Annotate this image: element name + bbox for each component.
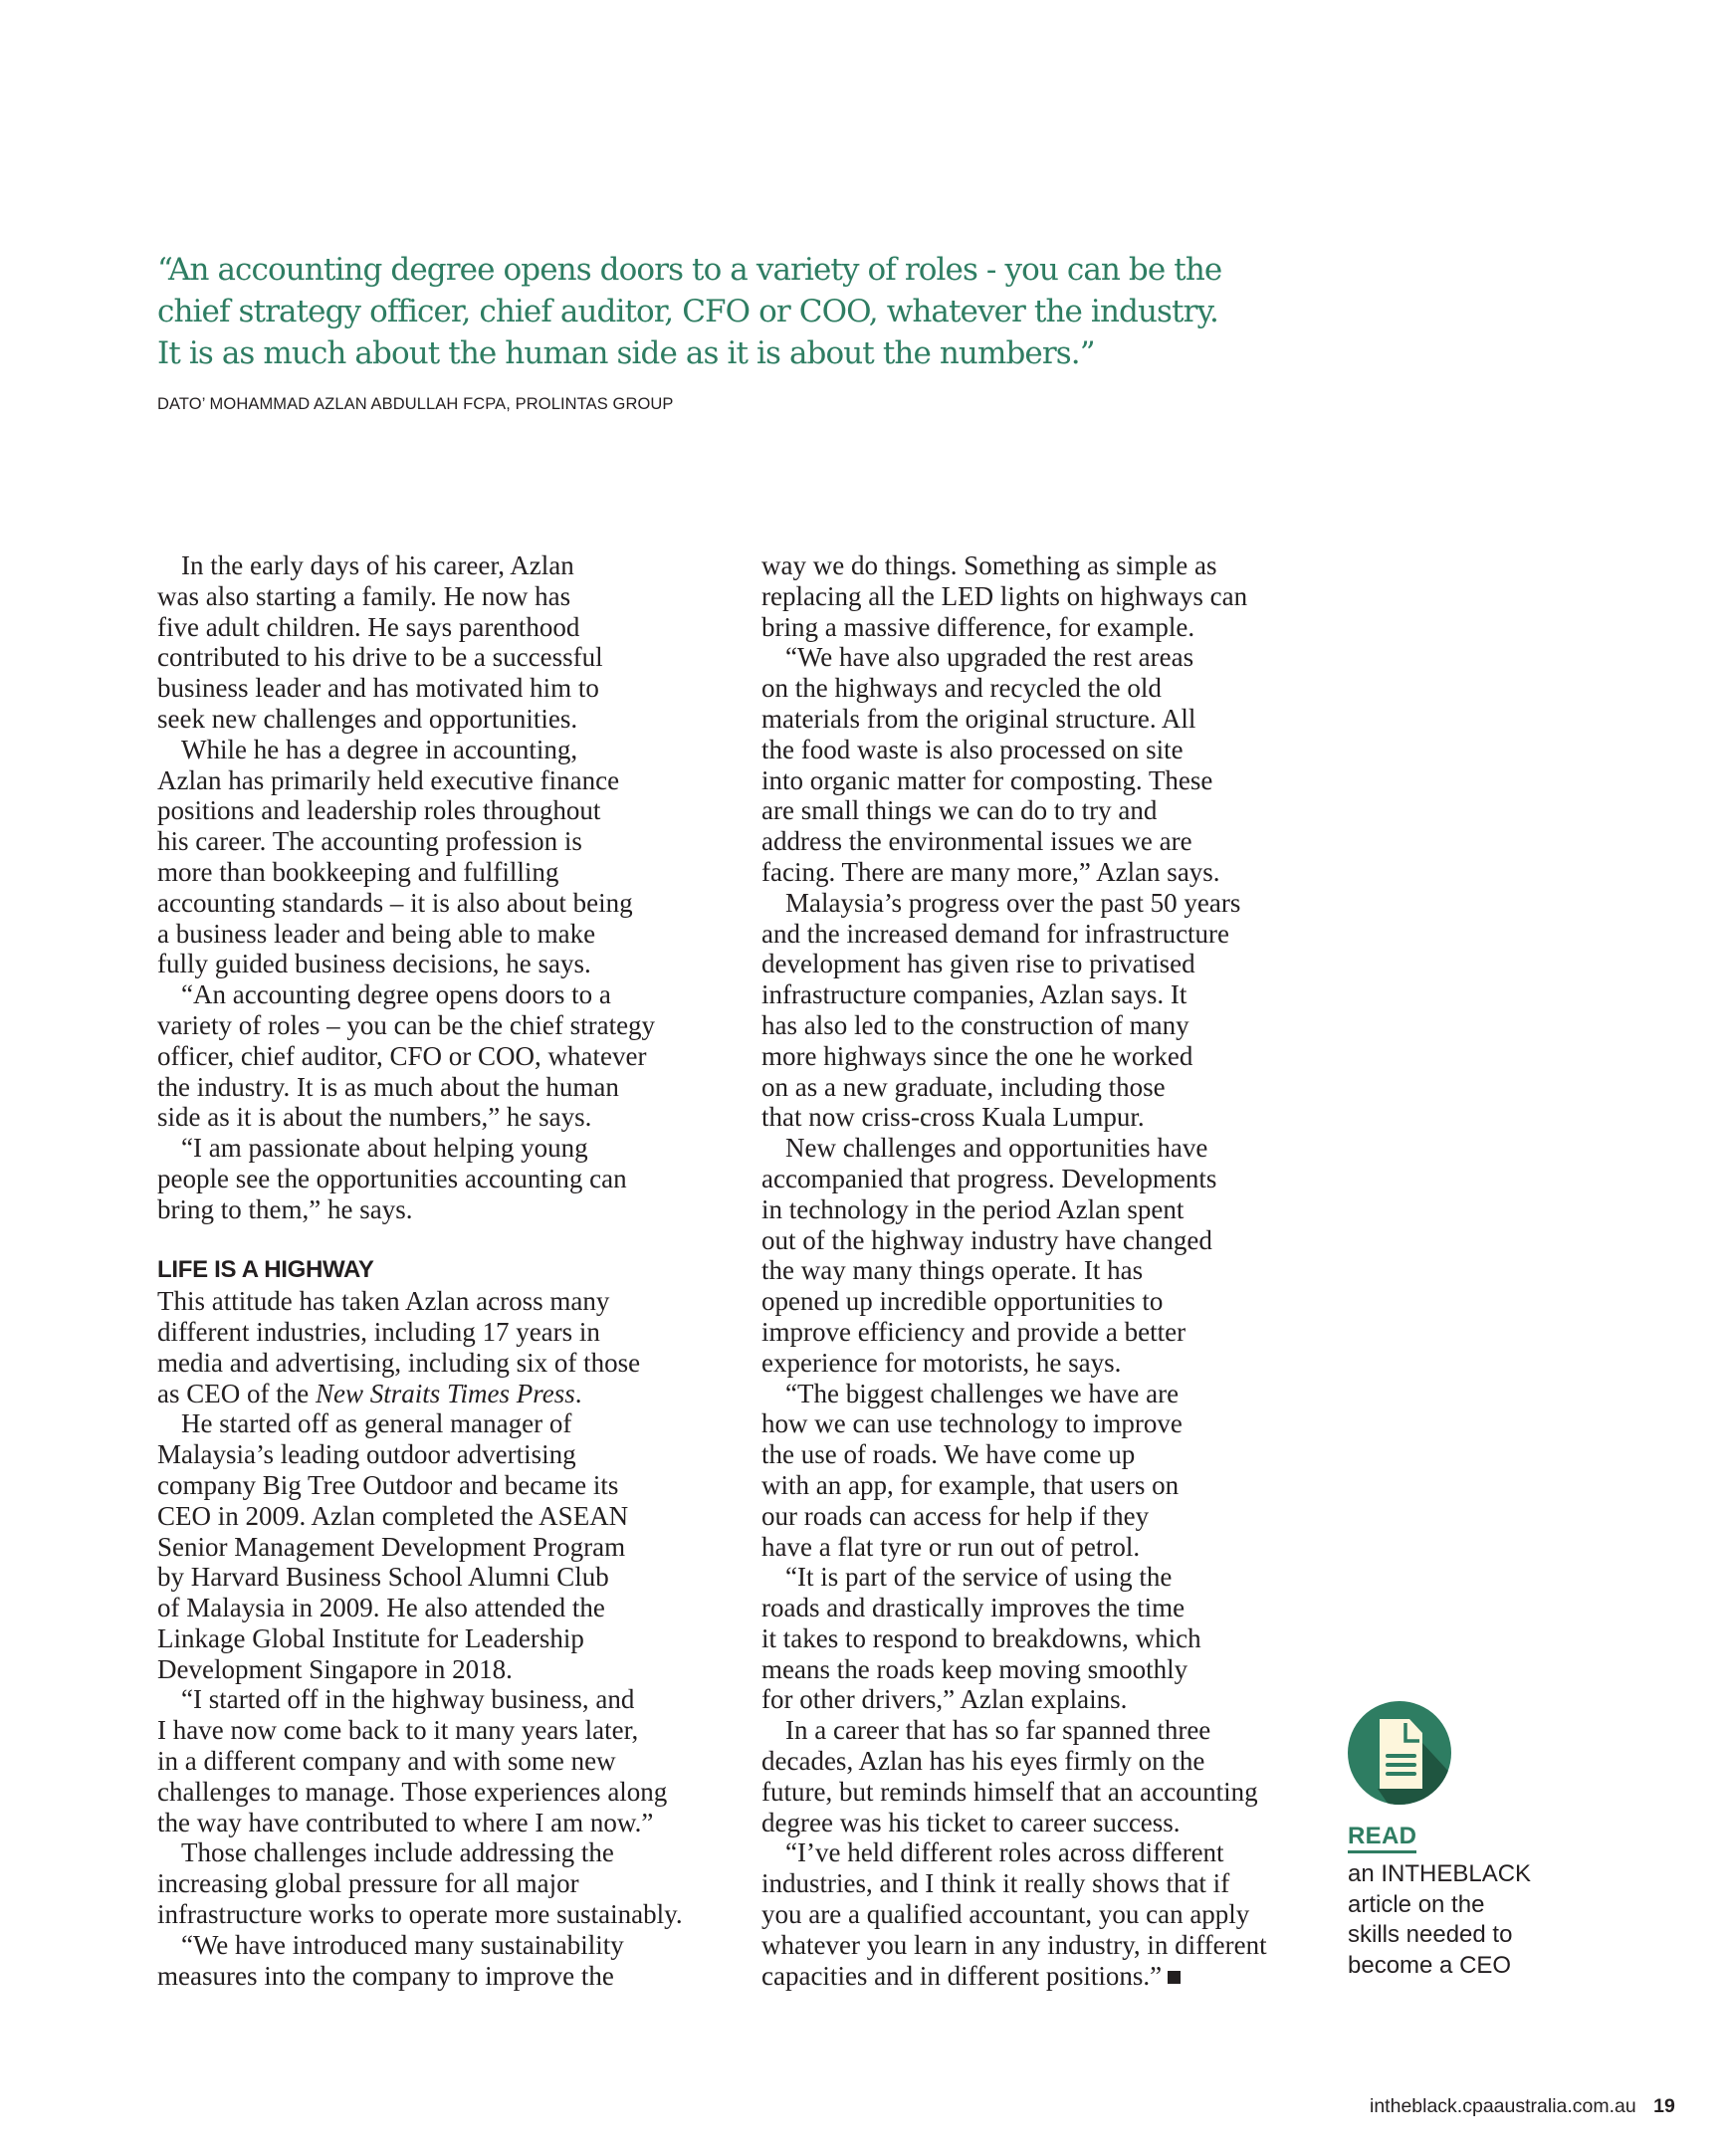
line-text: replacing all the LED lights on highways can <box>761 580 1248 611</box>
article-line <box>157 1562 715 1593</box>
line-text: are small things we can do to try and <box>761 795 1158 826</box>
line-text: While he has a degree in accounting, <box>181 734 578 764</box>
line-text: address the environmental issues we are <box>761 826 1192 857</box>
line-text: you are a qualified accountant, you can apply <box>761 1899 1250 1930</box>
article-line <box>157 1837 715 1868</box>
article-line <box>761 1501 1319 1532</box>
article-line <box>157 1348 715 1379</box>
article-line <box>157 1868 715 1899</box>
line-text: company Big Tree Outdoor and became its <box>157 1469 619 1500</box>
line-text: capacities and in different positions.” <box>761 1960 1163 1991</box>
article-line <box>157 1808 715 1838</box>
article-line <box>761 1041 1319 1072</box>
line-text: “It is part of the service of using the <box>785 1562 1173 1593</box>
article-line <box>157 1961 715 1992</box>
line-text: measures into the company to improve the <box>157 1960 614 1991</box>
line-text: officer, chief auditor, CFO or COO, whatever <box>157 1040 647 1071</box>
article-line <box>157 1654 715 1685</box>
line-text: the way have contributed to where I am now.” <box>157 1807 654 1837</box>
article-line <box>157 1715 715 1746</box>
line-text: “The biggest challenges we have are <box>785 1378 1180 1408</box>
article-line <box>157 1593 715 1623</box>
line-text: “I am passionate about helping young <box>181 1133 588 1164</box>
line-text: experience for motorists, he says. <box>761 1347 1122 1378</box>
pull-quote-attribution: DATO’ MOHAMMAD AZLAN ABDULLAH FCPA, PROLINTAS GROUP <box>157 395 674 413</box>
line-text: He started off as general manager of <box>181 1408 572 1439</box>
line-text: accompanied that progress. Developments <box>761 1163 1217 1193</box>
article-line <box>157 1684 715 1715</box>
article-line <box>157 795 715 826</box>
article-column-left <box>157 550 715 1991</box>
line-text: out of the highway industry have changed <box>761 1224 1212 1255</box>
line-text: infrastructure works to operate more sustainably. <box>157 1899 683 1930</box>
line-text: increasing global pressure for all major <box>157 1868 579 1899</box>
article-line <box>157 888 715 919</box>
article-line <box>157 581 715 612</box>
article-line <box>761 1837 1319 1868</box>
article-line <box>761 919 1319 950</box>
line-text: In the early days of his career, Azlan <box>181 550 574 580</box>
article-line <box>157 550 715 581</box>
article-line <box>157 1010 715 1041</box>
article-line <box>761 642 1319 673</box>
description-line: an INTHEBLACK <box>1348 1860 1532 1887</box>
article-line <box>157 1317 715 1348</box>
article-line <box>761 1470 1319 1501</box>
line-text: roads and drastically improves the time <box>761 1593 1186 1623</box>
line-text: by Harvard Business School Alumni Club <box>157 1562 609 1593</box>
article-line <box>157 1470 715 1501</box>
line-text: Linkage Global Institute for Leadership <box>157 1622 584 1653</box>
line-text: media and advertising, including six of those <box>157 1347 641 1378</box>
line-text: people see the opportunities accounting can <box>157 1163 627 1193</box>
article-line <box>157 1439 715 1470</box>
article-line <box>157 1408 715 1439</box>
line-text: for other drivers,” Azlan explains. <box>761 1684 1128 1715</box>
article-line <box>761 888 1319 919</box>
line-text: variety of roles – you can be the chief strategy <box>157 1009 656 1040</box>
line-text: on the highways and recycled the old <box>761 673 1162 704</box>
article-line <box>761 1593 1319 1623</box>
article-line <box>761 1133 1319 1164</box>
article-line <box>761 1439 1319 1470</box>
line-text: bring a massive difference, for example. <box>761 611 1195 642</box>
line-text: Those challenges include addressing the <box>181 1837 614 1868</box>
line-text: New challenges and opportunities have <box>785 1133 1208 1164</box>
article-line <box>761 1930 1319 1961</box>
line-text: development has given rise to privatised <box>761 949 1195 979</box>
description-line: skills needed to <box>1348 1921 1513 1948</box>
pull-quote <box>157 249 1252 374</box>
line-text: with an app, for example, that users on <box>761 1469 1180 1500</box>
line-text: Malaysia’s leading outdoor advertising <box>157 1439 576 1470</box>
page-footer <box>1370 2095 1675 2118</box>
article-line <box>761 795 1319 826</box>
article-line <box>157 1072 715 1103</box>
article-line <box>157 857 715 888</box>
article-line <box>761 704 1319 735</box>
article-line <box>761 612 1319 643</box>
article-line <box>761 1746 1319 1777</box>
line-text: bring to them,” he says. <box>157 1193 413 1224</box>
article-line <box>157 673 715 704</box>
article-line <box>761 826 1319 857</box>
line-text: Development Singapore in 2018. <box>157 1653 513 1684</box>
line-text: business leader and has motivated him to <box>157 673 599 704</box>
line-text: five adult children. He says parenthood <box>157 611 580 642</box>
article-line <box>761 1961 1319 1992</box>
article-line <box>761 1654 1319 1685</box>
line-text: in a different company and with some new <box>157 1746 616 1777</box>
line-text: facing. There are many more,” Azlan says. <box>761 856 1220 887</box>
article-line <box>761 1899 1319 1930</box>
line-text: means the roads keep moving smoothly <box>761 1653 1188 1684</box>
line-text: seek new challenges and opportunities. <box>157 703 578 734</box>
line-text-after: . <box>574 1378 582 1408</box>
article-line <box>157 979 715 1010</box>
line-text: have a flat tyre or run out of petrol. <box>761 1531 1141 1562</box>
line-text: on as a new graduate, including those <box>761 1071 1166 1102</box>
line-text: “An accounting degree opens doors to a <box>181 979 611 1010</box>
line-text: opened up incredible opportunities to <box>761 1286 1164 1317</box>
footer-site-url[interactable]: intheblack.cpaaustralia.com.au <box>1370 2095 1636 2117</box>
line-text: of Malaysia in 2009. He also attended the <box>157 1593 605 1623</box>
line-text: LIFE IS A HIGHWAY <box>157 1256 374 1284</box>
article-line <box>761 1348 1319 1379</box>
article-line <box>761 1164 1319 1194</box>
line-text: positions and leadership roles throughout <box>157 795 601 826</box>
article-line <box>157 949 715 979</box>
line-text: Malaysia’s progress over the past 50 years <box>785 887 1241 918</box>
article-line <box>761 949 1319 979</box>
article-line <box>157 1623 715 1654</box>
line-text: the industry. It is as much about the human <box>157 1071 619 1102</box>
article-line <box>761 1102 1319 1133</box>
article-line <box>761 673 1319 704</box>
article-line <box>157 1379 715 1409</box>
article-line <box>761 1532 1319 1563</box>
line-text: CEO in 2009. Azlan completed the ASEAN <box>157 1500 629 1531</box>
article-line <box>157 1164 715 1194</box>
line-text: Azlan has primarily held executive finance <box>157 764 620 795</box>
article-line <box>761 1225 1319 1256</box>
line-text: in technology in the period Azlan spent <box>761 1193 1185 1224</box>
article-line <box>157 919 715 950</box>
article-line <box>761 550 1319 581</box>
line-text: infrastructure companies, Azlan says. It <box>761 979 1187 1010</box>
article-line <box>157 826 715 857</box>
article-line <box>761 1562 1319 1593</box>
line-text: way we do things. Something as simple as <box>761 550 1217 580</box>
article-line <box>761 1777 1319 1808</box>
pull-quote-line: It is as much about the human side as it is about the numbers.” <box>157 335 1095 371</box>
article-line <box>761 1286 1319 1317</box>
article-line <box>761 1808 1319 1838</box>
line-text: “We have introduced many sustainability <box>181 1929 624 1960</box>
line-text: side as it is about the numbers,” he says. <box>157 1102 592 1133</box>
article-line <box>761 581 1319 612</box>
line-text: In a career that has so far spanned three <box>785 1715 1211 1746</box>
line-text: into organic matter for composting. These <box>761 764 1213 795</box>
line-text: different industries, including 17 years in <box>157 1316 600 1347</box>
line-text: the way many things operate. It has <box>761 1255 1144 1286</box>
line-text: materials from the original structure. All <box>761 703 1196 734</box>
article-line <box>761 1010 1319 1041</box>
article-line <box>157 642 715 673</box>
line-text: improve efficiency and provide a better <box>761 1316 1186 1347</box>
article-line <box>761 1379 1319 1409</box>
read-link[interactable]: READ <box>1348 1825 1416 1853</box>
read-link-description <box>1348 1859 1587 1981</box>
article-line <box>761 1715 1319 1746</box>
article-line <box>157 1930 715 1961</box>
line-text: “I’ve held different roles across different <box>785 1837 1224 1868</box>
description-line: become a CEO <box>1348 1951 1512 1979</box>
line-text: more than bookkeeping and fulfilling <box>157 856 559 887</box>
article-line <box>761 1317 1319 1348</box>
article-line <box>157 1746 715 1777</box>
document-icon[interactable] <box>1348 1701 1451 1805</box>
line-text: was also starting a family. He now has <box>157 580 571 611</box>
article-line <box>157 612 715 643</box>
page-number: 19 <box>1653 2095 1675 2117</box>
article-line <box>761 1623 1319 1654</box>
article-line <box>761 1868 1319 1899</box>
article-line <box>761 765 1319 796</box>
article-line <box>157 1041 715 1072</box>
article-line <box>157 1225 715 1256</box>
line-text: as CEO of the <box>157 1378 316 1408</box>
line-text: has also led to the construction of many <box>761 1009 1189 1040</box>
line-text: Senior Management Development Program <box>157 1531 626 1562</box>
line-text: that now criss-cross Kuala Lumpur. <box>761 1102 1145 1133</box>
pull-quote-line: “An accounting degree opens doors to a variety of roles - you can be the <box>157 252 1222 288</box>
line-text: the food waste is also processed on site <box>761 734 1184 764</box>
article-line <box>761 1072 1319 1103</box>
line-text: and the increased demand for infrastructure <box>761 918 1230 949</box>
line-text: a business leader and being able to make <box>157 918 596 949</box>
article-line <box>157 704 715 735</box>
article-column-right <box>761 550 1319 1991</box>
line-text: challenges to manage. Those experiences along <box>157 1776 668 1807</box>
line-text: our roads can access for help if they <box>761 1500 1150 1531</box>
line-text: This attitude has taken Azlan across many <box>157 1286 610 1317</box>
line-text: contributed to his drive to be a successful <box>157 642 603 673</box>
article-line <box>157 1899 715 1930</box>
article-line <box>157 1501 715 1532</box>
article-line <box>761 1408 1319 1439</box>
article-line <box>157 765 715 796</box>
line-text: how we can use technology to improve <box>761 1408 1183 1439</box>
article-line <box>157 735 715 765</box>
article-line <box>761 857 1319 888</box>
article-line <box>761 735 1319 765</box>
description-line: article on the <box>1348 1890 1485 1918</box>
end-of-article-square-icon <box>1168 1971 1181 1984</box>
line-text: it takes to respond to breakdowns, which <box>761 1622 1201 1653</box>
pull-quote-line: chief strategy officer, chief auditor, CFO or COO, whatever the industry. <box>157 294 1218 329</box>
article-line <box>761 1255 1319 1286</box>
line-text: “I started off in the highway business, and <box>181 1684 635 1715</box>
article-line <box>761 979 1319 1010</box>
line-text: accounting standards – it is also about being <box>157 887 633 918</box>
line-text: more highways since the one he worked <box>761 1040 1193 1071</box>
line-text: his career. The accounting profession is <box>157 826 582 857</box>
line-text: whatever you learn in any industry, in different <box>761 1929 1267 1960</box>
section-heading <box>157 1255 715 1286</box>
line-text: the use of roads. We have come up <box>761 1439 1136 1470</box>
article-line <box>157 1532 715 1563</box>
article-line <box>761 1684 1319 1715</box>
related-article-callout <box>1348 1701 1587 1981</box>
line-text: I have now come back to it many years later, <box>157 1715 639 1746</box>
article-line <box>157 1102 715 1133</box>
line-text: “We have also upgraded the rest areas <box>785 642 1194 673</box>
line-text: industries, and I think it really shows that if <box>761 1868 1230 1899</box>
line-text: fully guided business decisions, he says. <box>157 949 591 979</box>
publication-title: New Straits Times Press <box>315 1378 575 1408</box>
line-text: decades, Azlan has his eyes firmly on the <box>761 1746 1205 1777</box>
article-line <box>157 1777 715 1808</box>
article-line <box>157 1194 715 1225</box>
line-text: future, but reminds himself that an accounting <box>761 1776 1258 1807</box>
line-text: degree was his ticket to career success. <box>761 1807 1181 1837</box>
article-line <box>761 1194 1319 1225</box>
article-line <box>157 1286 715 1317</box>
article-line <box>157 1133 715 1164</box>
